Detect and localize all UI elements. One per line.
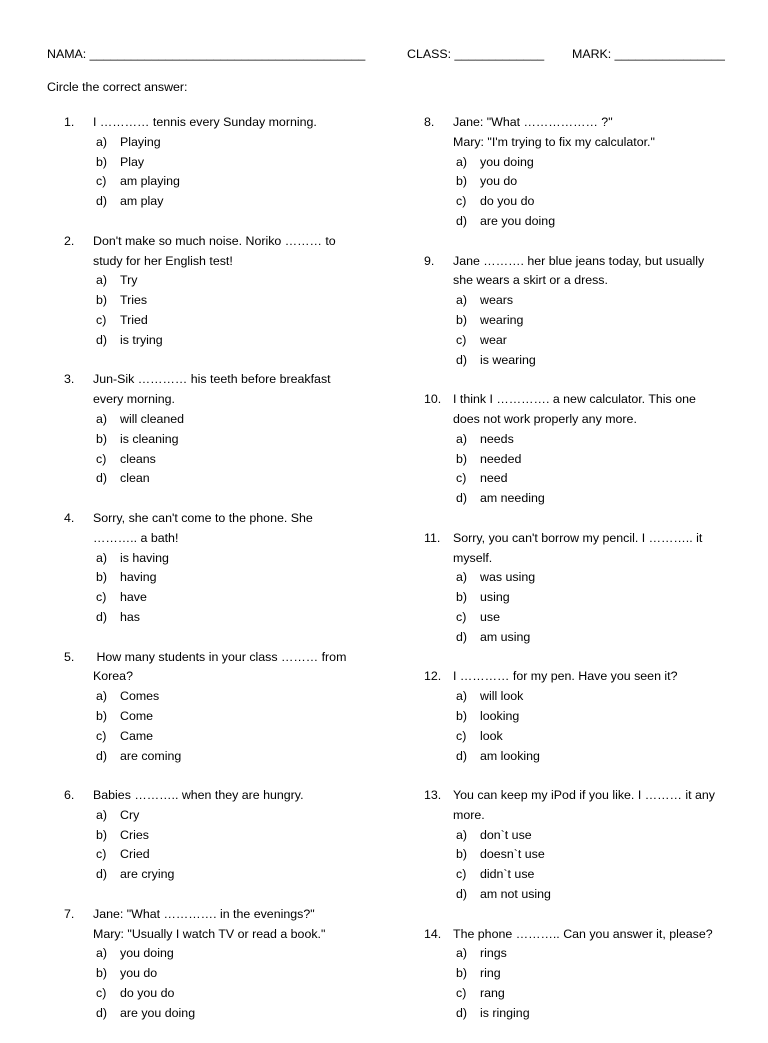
answer-option[interactable] <box>424 984 744 1004</box>
answer-option[interactable] <box>64 331 364 351</box>
answer-option[interactable] <box>424 311 744 331</box>
answer-option[interactable] <box>424 568 744 588</box>
question-number: 12. <box>424 669 442 684</box>
left-question-column <box>64 113 364 1043</box>
option-letter: b) <box>96 293 108 308</box>
option-text: Cried <box>120 847 150 862</box>
option-text: is having <box>120 550 169 565</box>
option-letter: a) <box>96 807 108 822</box>
option-letter: d) <box>456 491 468 506</box>
question-text: she wears a skirt or a dress. <box>453 273 608 288</box>
option-text: Play <box>120 154 145 169</box>
option-letter: d) <box>96 1005 108 1020</box>
option-text: you doing <box>480 154 534 169</box>
question-number: 14. <box>424 926 442 941</box>
question-text-line <box>64 390 364 410</box>
option-letter: a) <box>96 134 108 149</box>
question <box>424 667 744 766</box>
answer-option[interactable] <box>424 727 744 747</box>
option-text: am playing <box>120 174 180 189</box>
question-number: 3. <box>64 372 75 387</box>
option-letter: a) <box>456 154 468 169</box>
question-text: Jane ………. her blue jeans today, but usually <box>453 253 705 268</box>
question <box>424 390 744 509</box>
option-letter: b) <box>456 590 468 605</box>
answer-option[interactable] <box>64 271 364 291</box>
option-text: don`t use <box>480 827 532 842</box>
option-text: will look <box>480 689 524 704</box>
question-number: 7. <box>64 906 75 921</box>
option-letter: c) <box>96 728 107 743</box>
question <box>64 905 364 1024</box>
option-text: you doing <box>120 946 174 961</box>
answer-option[interactable] <box>424 885 744 905</box>
option-letter: d) <box>456 213 468 228</box>
question-text-line <box>64 648 364 668</box>
answer-option[interactable] <box>424 608 744 628</box>
question-text-line <box>424 252 744 272</box>
option-letter: b) <box>456 312 468 327</box>
answer-option[interactable] <box>64 826 364 846</box>
name-field-label: NAMA: ________________________________________ <box>47 47 366 61</box>
answer-option[interactable] <box>64 469 364 489</box>
question-text: ……….. a bath! <box>93 530 179 545</box>
option-text: will cleaned <box>120 411 185 426</box>
answer-option[interactable] <box>64 430 364 450</box>
option-letter: d) <box>456 352 468 367</box>
question-number: 13. <box>424 788 442 803</box>
question-text: does not work properly any more. <box>453 411 637 426</box>
question-number: 4. <box>64 510 75 525</box>
option-letter: c) <box>96 174 107 189</box>
question-text: Don't make so much noise. Noriko ……… to <box>93 233 336 248</box>
question-text-line <box>424 806 744 826</box>
option-text: need <box>480 471 508 486</box>
option-text: using <box>480 590 510 605</box>
question-text-line <box>64 529 364 549</box>
question-text: Korea? <box>93 669 133 684</box>
question-text-line <box>424 667 744 687</box>
option-text: needs <box>480 431 514 446</box>
question-text-line <box>64 509 364 529</box>
answer-option[interactable] <box>424 747 744 767</box>
question-text-line <box>64 232 364 252</box>
question-number: 6. <box>64 788 75 803</box>
option-letter: d) <box>456 748 468 763</box>
option-text: was using <box>480 570 536 585</box>
option-text: have <box>120 590 147 605</box>
option-letter: a) <box>456 293 468 308</box>
answer-option[interactable] <box>424 351 744 371</box>
question-text-line <box>424 786 744 806</box>
option-letter: b) <box>456 451 468 466</box>
option-text: didn`t use <box>480 867 535 882</box>
option-letter: a) <box>96 946 108 961</box>
answer-option[interactable] <box>64 192 364 212</box>
question-number: 8. <box>424 115 435 129</box>
answer-option[interactable] <box>424 489 744 509</box>
answer-option[interactable] <box>64 608 364 628</box>
question <box>64 509 364 628</box>
option-text: wears <box>480 293 514 308</box>
answer-option[interactable] <box>424 687 744 707</box>
option-letter: d) <box>96 748 108 763</box>
answer-option[interactable] <box>64 747 364 767</box>
option-letter: b) <box>96 827 108 842</box>
option-text: are you doing <box>120 1005 196 1020</box>
question-number: 11. <box>424 530 441 545</box>
option-letter: b) <box>456 708 468 723</box>
option-text: looking <box>480 708 520 723</box>
question-text-line <box>64 925 364 945</box>
option-letter: d) <box>96 471 108 486</box>
option-letter: c) <box>96 847 107 862</box>
question <box>64 786 364 885</box>
option-text: Came <box>120 728 154 743</box>
question-text: Mary: "I'm trying to fix my calculator." <box>453 134 655 149</box>
option-letter: a) <box>456 570 468 585</box>
question-text: The phone ……….. Can you answer it, please? <box>453 926 713 941</box>
answer-option[interactable] <box>64 450 364 470</box>
question <box>424 529 744 648</box>
option-text: am not using <box>480 887 551 902</box>
question <box>424 113 744 232</box>
option-text: is wearing <box>480 352 536 367</box>
option-letter: b) <box>96 708 108 723</box>
question-text: every morning. <box>93 392 175 407</box>
answer-option[interactable] <box>424 430 744 450</box>
question-text-line <box>64 786 364 806</box>
answer-option[interactable] <box>424 707 744 727</box>
option-text: am play <box>120 194 164 209</box>
answer-option[interactable] <box>424 450 744 470</box>
option-letter: c) <box>456 471 467 486</box>
question-text: Mary: "Usually I watch TV or read a book." <box>93 926 326 941</box>
answer-option[interactable] <box>64 707 364 727</box>
question-text: Jane: "What …………. in the evenings?" <box>93 906 315 921</box>
question-text-line <box>424 390 744 410</box>
option-text: having <box>120 570 157 585</box>
question-text: more. <box>453 807 485 822</box>
option-text: is ringing <box>480 1005 530 1020</box>
option-letter: c) <box>456 728 467 743</box>
question <box>424 925 744 1024</box>
answer-option[interactable] <box>424 469 744 489</box>
answer-option[interactable] <box>424 865 744 885</box>
question-number: 9. <box>424 253 435 268</box>
option-letter: a) <box>96 273 108 288</box>
question-text: I ………… tennis every Sunday morning. <box>93 115 317 129</box>
option-text: wear <box>480 332 507 347</box>
option-text: do you do <box>120 986 175 1001</box>
answer-option[interactable] <box>64 172 364 192</box>
question-text-line <box>64 905 364 925</box>
question <box>64 370 364 489</box>
answer-option[interactable] <box>424 944 744 964</box>
option-text: Tries <box>120 293 148 308</box>
answer-option[interactable] <box>64 845 364 865</box>
question-text: Sorry, she can't come to the phone. She <box>93 510 313 525</box>
option-letter: b) <box>456 847 468 862</box>
question <box>424 252 744 371</box>
option-text: wearing <box>480 312 524 327</box>
question <box>424 786 744 905</box>
option-letter: a) <box>456 689 468 704</box>
class-field-label: CLASS: _____________ <box>407 47 545 61</box>
answer-option[interactable] <box>64 984 364 1004</box>
option-text: cleans <box>120 451 156 466</box>
option-letter: a) <box>96 550 108 565</box>
question-number: 10. <box>424 392 442 407</box>
question-text-line <box>64 667 364 687</box>
question-text-line <box>424 410 744 430</box>
question-text-line <box>424 529 744 549</box>
option-letter: b) <box>456 966 468 981</box>
question-text: I ………… for my pen. Have you seen it? <box>453 669 678 684</box>
option-letter: a) <box>456 946 468 961</box>
question-text: Babies ……….. when they are hungry. <box>93 788 304 803</box>
question-text-line <box>424 271 744 291</box>
option-letter: c) <box>456 609 467 624</box>
answer-option[interactable] <box>424 1004 744 1024</box>
question-text-line <box>424 133 744 153</box>
option-text: needed <box>480 451 522 466</box>
option-text: do you do <box>480 194 535 209</box>
option-letter: a) <box>456 827 468 842</box>
answer-option[interactable] <box>424 845 744 865</box>
option-letter: d) <box>456 887 468 902</box>
question <box>64 648 364 767</box>
answer-option[interactable] <box>424 964 744 984</box>
option-letter: c) <box>456 986 467 1001</box>
question-text-line <box>64 252 364 272</box>
answer-option[interactable] <box>64 133 364 153</box>
question-number: 1. <box>64 115 75 129</box>
option-letter: b) <box>96 966 108 981</box>
answer-option[interactable] <box>64 944 364 964</box>
option-text: doesn`t use <box>480 847 545 862</box>
question-text: Jane: "What ……………… ?" <box>453 115 613 129</box>
option-text: you do <box>120 966 158 981</box>
question-text-line <box>424 925 744 945</box>
question-text: myself. <box>453 550 493 565</box>
answer-option[interactable] <box>64 865 364 885</box>
question-text-line <box>64 113 364 133</box>
question-text: Jun-Sik ………… his teeth before breakfast <box>93 372 331 387</box>
option-letter: a) <box>456 431 468 446</box>
answer-option[interactable] <box>64 291 364 311</box>
option-text: are you doing <box>480 213 556 228</box>
answer-option[interactable] <box>424 331 744 351</box>
answer-option[interactable] <box>424 172 744 192</box>
answer-option[interactable] <box>64 588 364 608</box>
option-letter: c) <box>96 986 107 1001</box>
option-text: rang <box>480 986 505 1001</box>
option-text: has <box>120 609 140 624</box>
option-letter: c) <box>456 867 467 882</box>
option-text: am using <box>480 629 531 644</box>
answer-option[interactable] <box>64 311 364 331</box>
option-letter: c) <box>96 451 107 466</box>
option-letter: d) <box>96 194 108 209</box>
question-text: study for her English test! <box>93 253 233 268</box>
option-letter: b) <box>96 154 108 169</box>
option-text: rings <box>480 946 507 961</box>
option-text: Comes <box>120 689 160 704</box>
answer-option[interactable] <box>424 153 744 173</box>
option-letter: d) <box>96 609 108 624</box>
option-text: Cries <box>120 827 149 842</box>
question-text: I think I …………. a new calculator. This one <box>453 392 696 407</box>
answer-option[interactable] <box>64 687 364 707</box>
option-text: am needing <box>480 491 545 506</box>
answer-option[interactable] <box>64 568 364 588</box>
option-letter: d) <box>456 629 468 644</box>
answer-option[interactable] <box>64 964 364 984</box>
question-text: How many students in your class ……… from <box>93 649 347 664</box>
option-letter: d) <box>96 332 108 347</box>
answer-option[interactable] <box>64 806 364 826</box>
option-text: Come <box>120 708 154 723</box>
option-text: you do <box>480 174 518 189</box>
option-letter: d) <box>456 1005 468 1020</box>
question-text: You can keep my iPod if you like. I ……… it any <box>453 788 715 803</box>
option-text: Cry <box>120 807 140 822</box>
answer-option[interactable] <box>424 291 744 311</box>
option-letter: c) <box>96 590 107 605</box>
option-text: Try <box>120 273 138 288</box>
question <box>64 113 364 212</box>
answer-option[interactable] <box>424 212 744 232</box>
option-letter: c) <box>96 312 107 327</box>
option-letter: a) <box>96 411 108 426</box>
answer-option[interactable] <box>64 549 364 569</box>
question-text-line <box>64 370 364 390</box>
option-text: Tried <box>120 312 148 327</box>
option-text: is trying <box>120 332 163 347</box>
answer-option[interactable] <box>64 153 364 173</box>
question-text: Sorry, you can't borrow my pencil. I ……….. it <box>453 530 703 545</box>
answer-option[interactable] <box>64 1004 364 1024</box>
option-letter: d) <box>96 867 108 882</box>
option-letter: c) <box>456 194 467 209</box>
question <box>64 232 364 351</box>
option-text: look <box>480 728 503 743</box>
question-text-line <box>424 113 744 133</box>
answer-option[interactable] <box>64 410 364 430</box>
option-letter: a) <box>96 689 108 704</box>
question-number: 5. <box>64 649 75 664</box>
option-letter: c) <box>456 332 467 347</box>
option-letter: b) <box>96 570 108 585</box>
instruction: Circle the correct answer: <box>47 80 188 94</box>
answer-option[interactable] <box>424 628 744 648</box>
question-text-line <box>424 549 744 569</box>
option-letter: b) <box>456 174 468 189</box>
option-text: are crying <box>120 867 175 882</box>
answer-option[interactable] <box>424 192 744 212</box>
answer-option[interactable] <box>64 727 364 747</box>
option-text: Playing <box>120 134 161 149</box>
option-text: clean <box>120 471 150 486</box>
question-number: 2. <box>64 233 75 248</box>
option-text: use <box>480 609 500 624</box>
option-text: is cleaning <box>120 431 179 446</box>
answer-option[interactable] <box>424 826 744 846</box>
right-question-column <box>424 113 744 1043</box>
option-letter: b) <box>96 431 108 446</box>
mark-field-label: MARK: ________________ <box>572 47 725 61</box>
answer-option[interactable] <box>424 588 744 608</box>
option-text: are coming <box>120 748 182 763</box>
option-text: ring <box>480 966 501 981</box>
option-text: am looking <box>480 748 540 763</box>
